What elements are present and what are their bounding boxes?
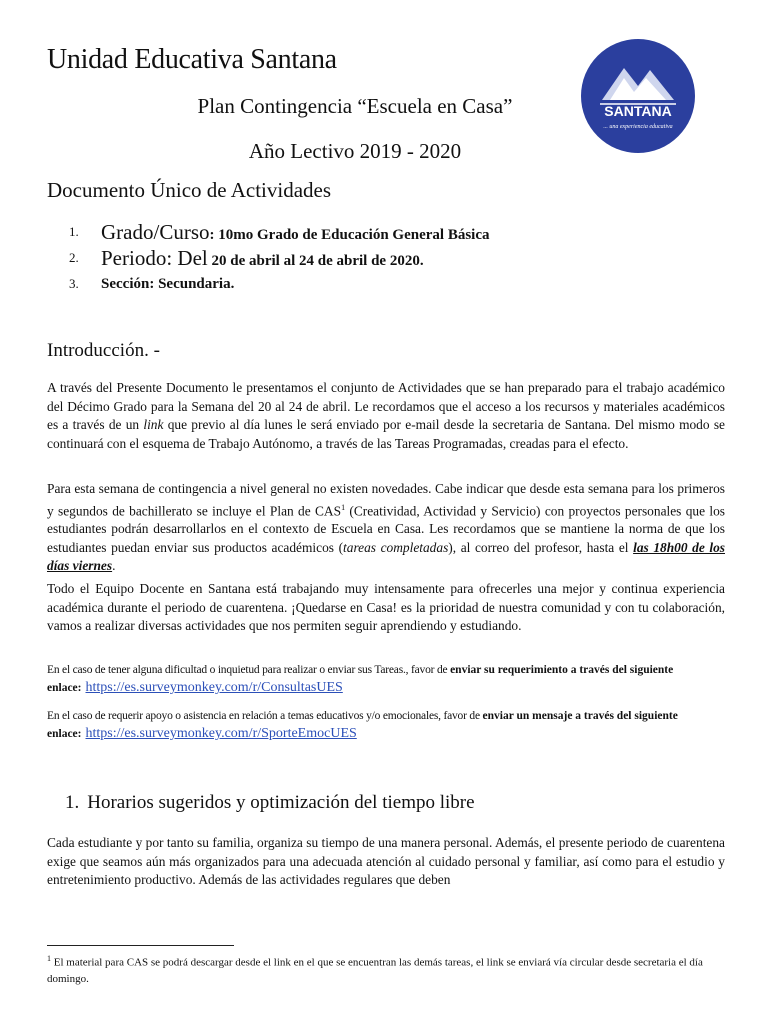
surveymonkey-soporte-link[interactable]: https://es.surveymonkey.com/r/SporteEmocUES bbox=[85, 726, 357, 741]
plan-title: Plan Contingencia “Escuela en Casa” bbox=[197, 94, 513, 118]
details-list bbox=[47, 219, 490, 297]
detail-number: 2. bbox=[69, 250, 79, 265]
section-1-heading: 1. Horarios sugeridos y optimización del tiempo libre bbox=[65, 792, 475, 813]
intro-paragraph-2: Para esta semana de contingencia a nivel general no existen novedades. Cabe indicar que desde esta semana para los primeros y segundos de bachillerato se incluye el Plan de CAS$^1$ (Creatividad, Actividad y Servicio) con proyectos personales que los estudiantes podrán desarrollarlos en el contexto de Escuela en Casa. Les recordamos que se mantiene la norma de que los estudiantes puedan enviar sus productos académicos (tareas completadas), al correo del profesor, hasta el las 18h00 de los días viernes. bbox=[47, 481, 726, 574]
santana-logo bbox=[580, 38, 696, 154]
intro-paragraph-1: A través del Presente Documento le presentamos el conjunto de Actividades que se han preparado para el trabajo académico del Décimo Grado para la Semana del 20 al 24 de abril. Le recordamos que el acceso a los recursos y materiales académicos es a través de un link que previo al día lunes le será enviado por e-mail desde la secretaria de Santana. Del mismo modo se continuará con el esquema de Trabajo Autónomo, a través de las Tareas Programadas, creadas para el efecto. bbox=[47, 380, 725, 451]
detail-value: : 10mo Grado de Educación General Básica bbox=[209, 227, 490, 243]
footnote-divider bbox=[47, 945, 234, 946]
detail-grade bbox=[47, 219, 490, 245]
link-word: link bbox=[143, 417, 164, 432]
footnote-ref: 1 bbox=[341, 502, 346, 512]
logo-tagline: ... una experiencia educativa bbox=[603, 124, 673, 130]
intro-heading: Introducción. - bbox=[47, 340, 160, 361]
footnote: $^1$ El material para CAS se podrá descargar desde el link en el que se encuentran las demás tareas, el link se enviará vía circular desde secretaria el día domingo. bbox=[47, 954, 703, 985]
deadline-text: las 18h00 de los días viernes bbox=[47, 539, 725, 574]
section-1-paragraph: Cada estudiante y por tanto su familia, organiza su tiempo de una manera personal. Además, el presente periodo de cuarentena exige que seamos aún más organizados para una adecuada atención al cuidado personal y familiar, así como para el estudio y entretenimiento productivo. Además de las actividades regulares que deben bbox=[47, 835, 725, 887]
detail-section bbox=[47, 271, 490, 297]
detail-number: 3. bbox=[69, 276, 79, 291]
school-name: Unidad Educativa Santana bbox=[47, 44, 337, 75]
detail-label: Periodo: Del bbox=[101, 246, 208, 270]
logo-name: SANTANA bbox=[604, 103, 672, 119]
support-note-emotional: En el caso de requerir apoyo o asistencia en relación a temas educativos y/o emocionales, favor de enviar un mensaje a través del siguiente enlace: https://es.surveymonkey.com/r/SporteEmocUES bbox=[47, 710, 678, 741]
surveymonkey-consultas-link[interactable]: https://es.surveymonkey.com/r/ConsultasUES bbox=[85, 680, 343, 695]
school-year: Año Lectivo 2019 - 2020 bbox=[248, 139, 462, 163]
intro-paragraph-3: Todo el Equipo Docente en Santana está trabajando muy intensamente para ofrecerles una mejor y continua experiencia académica durante el periodo de cuarentena. ¡Quedarse en Casa! es la prioridad de nuestra comunidad y con tu colaboración, vamos a realizar diversas actividades que nos permiten seguir aprendiendo y estudiando. bbox=[47, 581, 725, 633]
document-title: Documento Único de Actividades bbox=[47, 178, 332, 202]
detail-value: 20 de abril al 24 de abril de 2020. bbox=[207, 253, 424, 269]
detail-period bbox=[47, 245, 490, 271]
detail-number: 1. bbox=[69, 224, 79, 239]
detail-label: Grado/Curso bbox=[101, 220, 210, 244]
detail-value: Sección: Secundaria. bbox=[101, 276, 235, 292]
support-note-tasks: En el caso de tener alguna dificultad o inquietud para realizar o enviar sus Tareas., favor de enviar su requerimiento a través del siguiente enlace: https://es.surveymonkey.com/r/ConsultasUES bbox=[47, 664, 674, 695]
